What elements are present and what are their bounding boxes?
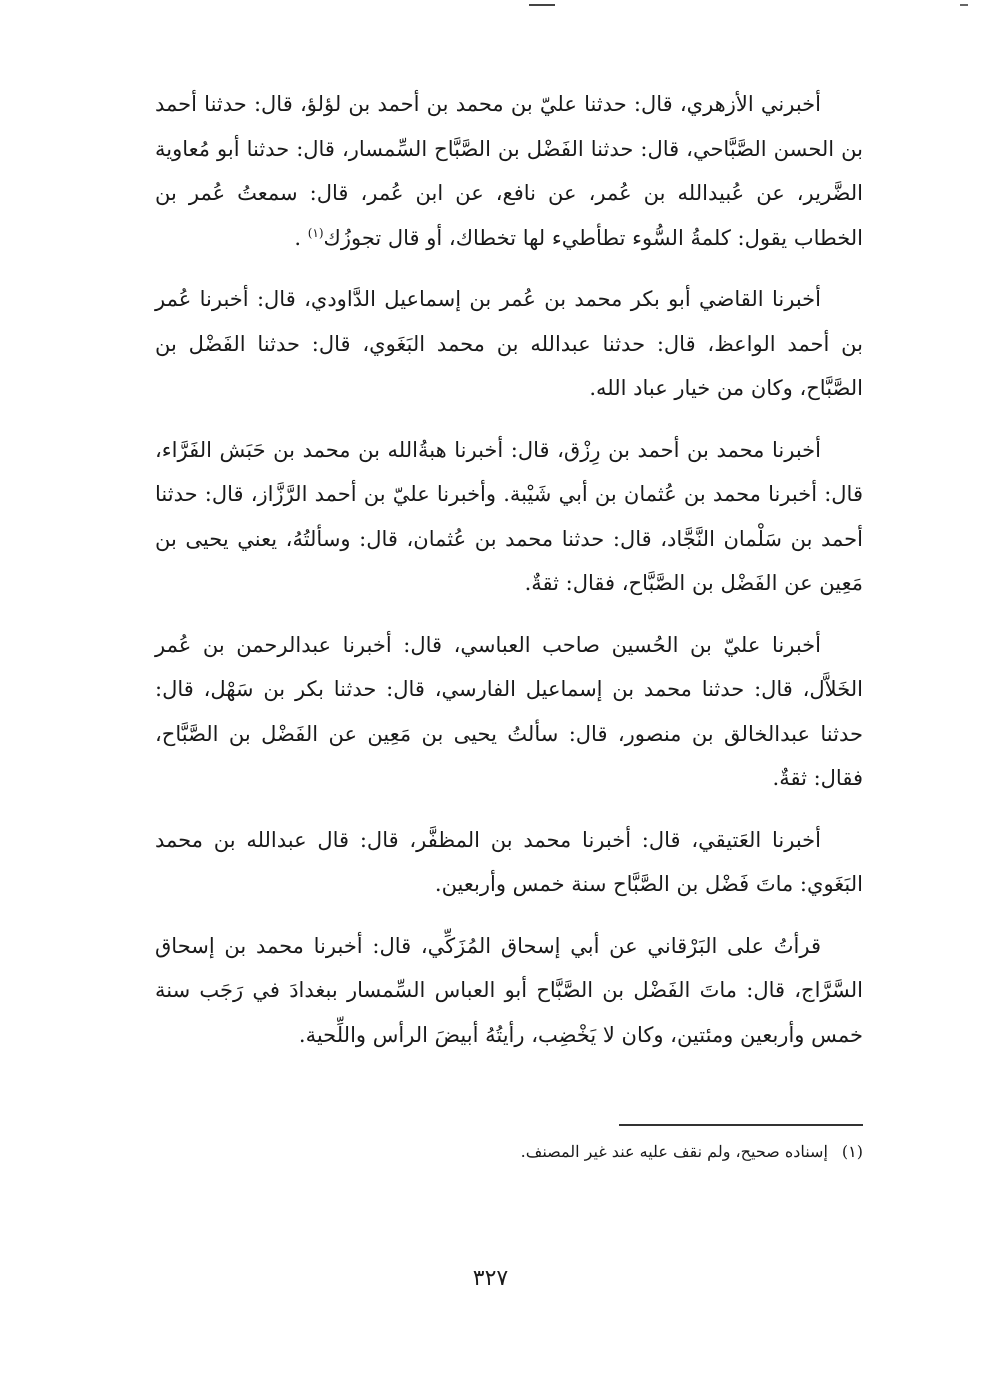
footnote-number: (١) bbox=[841, 1142, 863, 1161]
footnote-reference: (١) bbox=[307, 225, 324, 240]
scan-corner-mark bbox=[960, 4, 968, 6]
paragraph-6: قرأتُ على البَرْقاني عن أبي إسحاق المُزَكِّي، قال: أخبرنا محمد بن إسحاق السَّرَّاج، قال: ماتَ الفَضْل بن الصَّبَّاح أبو العباس السِّمسار ببغدادَ في رَجَب سنة خمس وأربعين ومئتين، وكان لا يَخْضِب، رأيتُهُ أبيضَ الرأس واللِّحية. bbox=[155, 933, 863, 1047]
paragraph-1-text: أخبرني الأزهري، قال: حدثنا عليّ بن محمد بن أحمد بن لؤلؤ، قال: حدثنا أحمد بن الحسن الصَّبَّاحي، قال: حدثنا الفَضْل بن الصَّبَّاح السِّمسار، قال: حدثنا أبو مُعاوية الضَّرير، عن عُبيدالله بن عُمر، عن نافع، عن ابن عُمر، قال: سمعتُ عُمر بن الخطاب يقول: كلمةُ السُّوء تطأطيء لها تخطاك، أو قال تجوزُك bbox=[155, 92, 863, 250]
paragraph-2: أخبرنا القاضي أبو بكر محمد بن عُمر بن إسماعيل الدَّاودي، قال: أخبرنا عُمر بن أحمد الواعظ، قال: حدثنا عبدالله بن محمد البَغَوي، قال: حدثنا الفَضْل بن الصَّبَّاح، وكان من خيار عباد الله. bbox=[155, 287, 863, 400]
footnote-text: إسناده صحيح، ولم نقف عليه عند غير المصنف. bbox=[520, 1142, 828, 1161]
paragraph-5: أخبرنا العَتيقي، قال: أخبرنا محمد بن المظفَّر، قال: قال عبدالله بن محمد البَغَوي: ماتَ فَضْل بن الصَّبَّاح سنة خمس وأربعين. bbox=[155, 827, 863, 896]
page-number: ٣٢٧ bbox=[472, 1266, 509, 1291]
scan-top-mark bbox=[529, 4, 555, 6]
paragraph-1-tail: . bbox=[294, 225, 308, 250]
paragraph-1 bbox=[155, 82, 863, 260]
paragraph-3: أخبرنا محمد بن أحمد بن رِزْق، قال: أخبرنا هبةُالله بن محمد بن حَبَش الفَرَّاء، قال: أخبرنا محمد بن عُثمان بن أبي شَيْبة. وأخبرنا عليّ بن أحمد الرَّزَّاز، قال: حدثنا أحمد بن سَلْمان النَّجَّاد، قال: حدثنا محمد بن عُثمان، قال: وسألتُهُ، يعني يحيى بن مَعِين عن الفَضْل بن الصَّبَّاح، فقال: ثقةٌ. bbox=[155, 437, 863, 595]
page-body bbox=[155, 82, 863, 1074]
paragraph-4: أخبرنا عليّ بن الحُسين صاحب العباسي، قال: أخبرنا عبدالرحمن بن عُمر الخَلاَّل، قال: حدثنا محمد بن إسماعيل الفارسي، قال: حدثنا بكر بن سَهْل، قال: حدثنا عبدالخالق بن منصور، قال: سألتُ يحيى بن مَعِين عن الفَضْل بن الصَّبَّاح، فقال: ثقةٌ. bbox=[155, 632, 863, 790]
footnote bbox=[300, 1138, 863, 1166]
footnote-divider bbox=[619, 1124, 863, 1126]
